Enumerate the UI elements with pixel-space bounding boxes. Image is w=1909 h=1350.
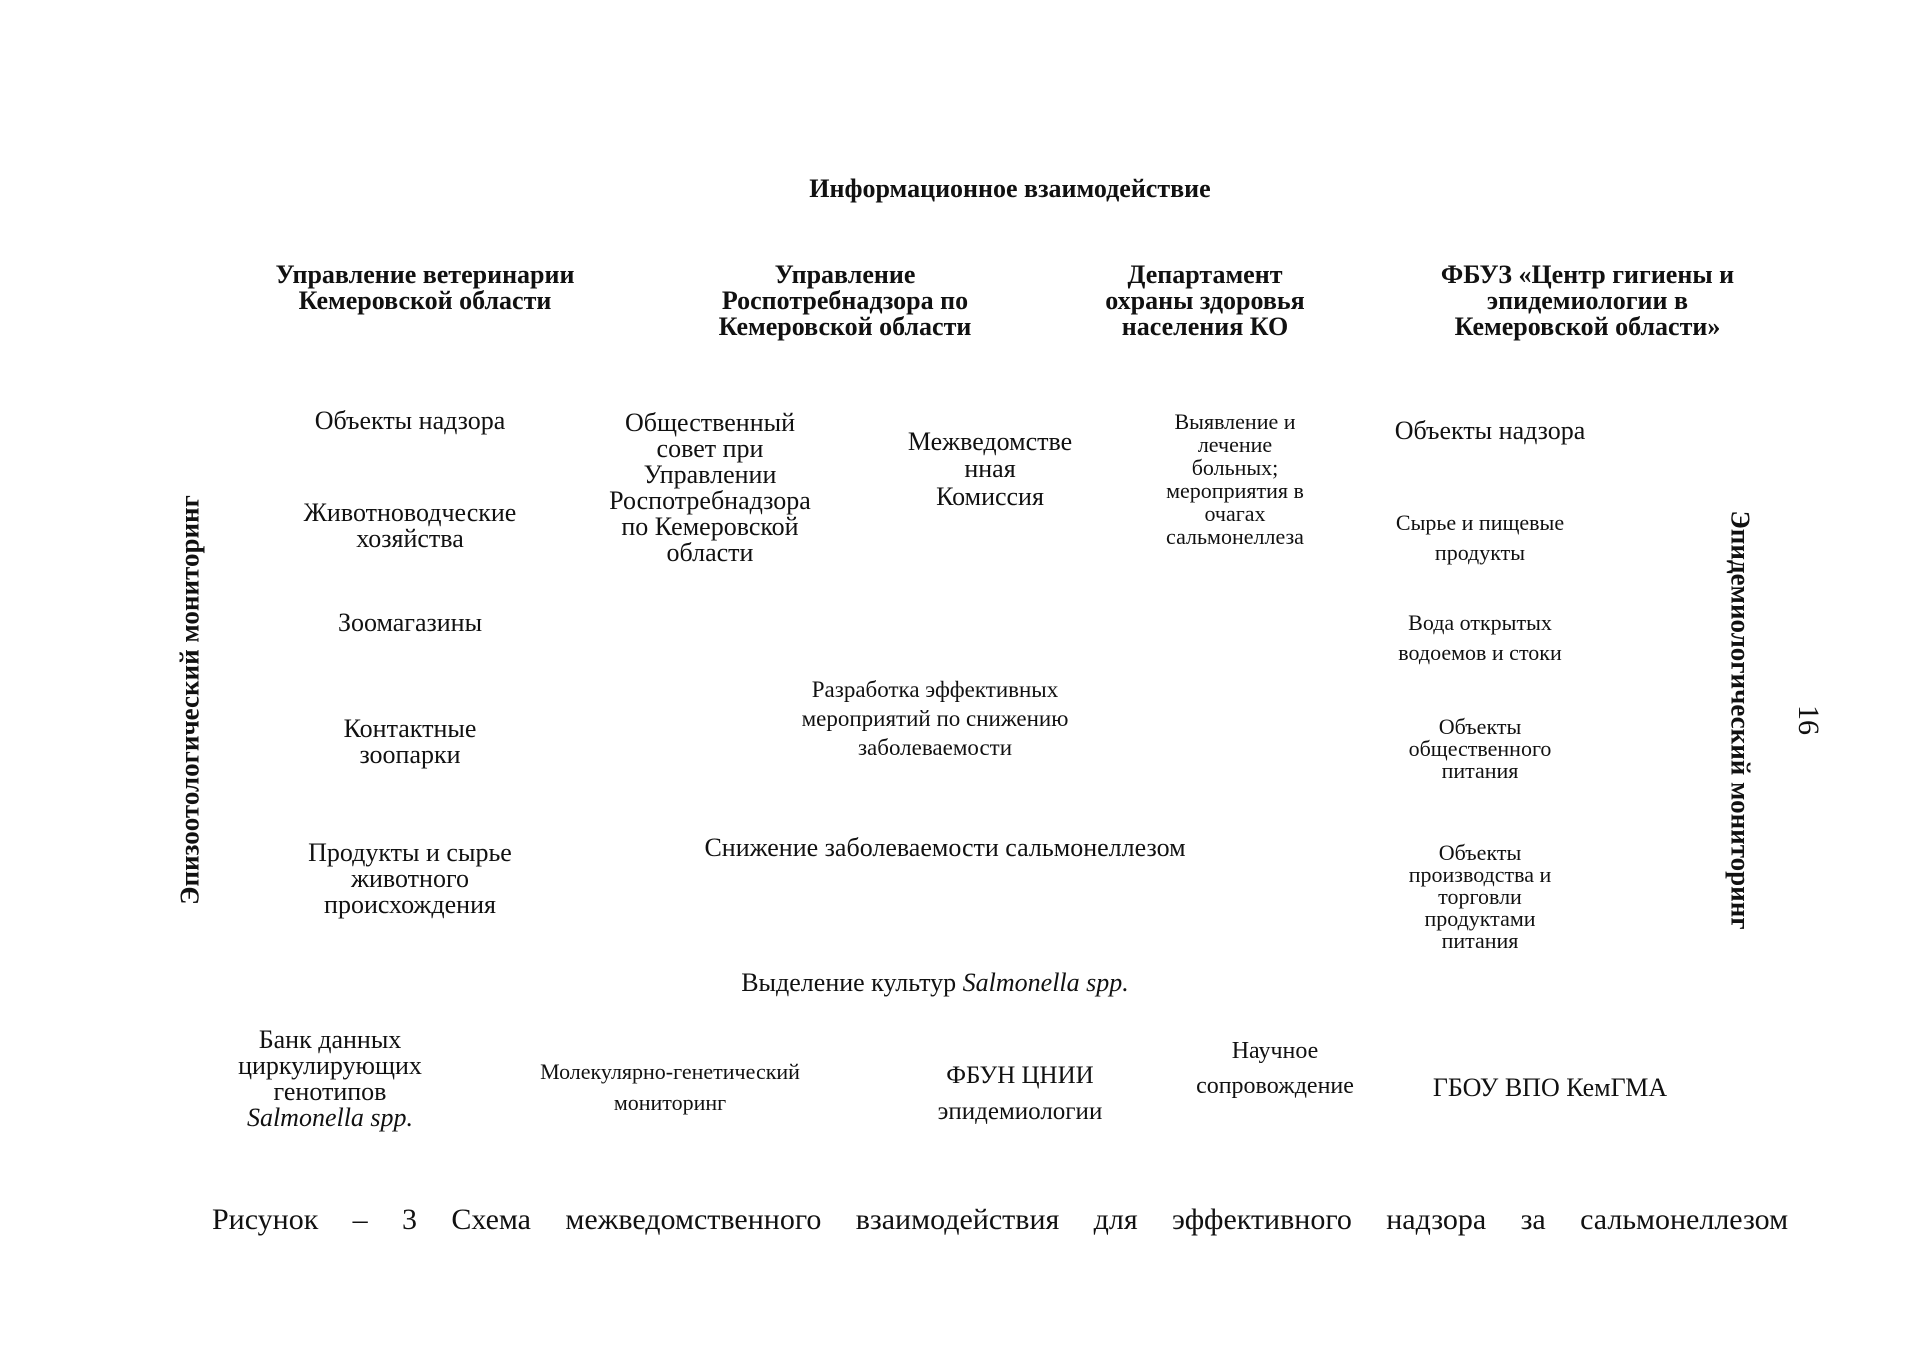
detection-and-treatment: Выявление и лечение больных; мероприятия в очагах сальмонеллеза (1166, 409, 1304, 550)
scientific-support: Научное сопровождение (1196, 1038, 1354, 1099)
right-raw-materials-food: Сырье и пищевые продукты (1395, 510, 1565, 565)
caption-word: – (352, 1203, 368, 1236)
genotype-salmonella: Salmonella spp. (246, 1103, 414, 1132)
fbun-cnii-epidemiology: ФБУН ЦНИИ эпидемиологии (937, 1062, 1103, 1126)
genotype-data-bank-text: Банк данных циркулирующих генотипов (238, 1025, 422, 1106)
genotype-data-bank (200, 1027, 460, 1131)
culture-isolation (680, 970, 1190, 996)
epizootological-monitoring-label: Эпизоотологический мониторинг (174, 495, 205, 905)
left-livestock-farms: Животноводческие хозяйства (303, 498, 517, 553)
right-supervision-objects: Объекты надзора (1394, 416, 1586, 445)
left-animal-products: Продукты и сырье животного происхождения (308, 838, 512, 919)
left-supervision-objects: Объекты надзора (314, 406, 506, 435)
caption-word: за (1520, 1203, 1546, 1236)
left-pet-shops: Зоомагазины (337, 608, 483, 637)
caption-word: 3 (401, 1203, 417, 1236)
morbidity-reduction: Снижение заболеваемости сальмонеллезом (704, 833, 1186, 862)
caption-word: эффективного (1172, 1203, 1352, 1236)
epidemiological-monitoring-label: Эпидемиологический мониторинг (1725, 510, 1756, 930)
interagency-commission: Межведомстве нная Комиссия (907, 427, 1073, 511)
right-public-catering: Объекты общественного питания (1408, 714, 1552, 783)
header-fbuz-center: ФБУЗ «Центр гигиены и эпидемиологии в Кемеровской области» (1440, 260, 1735, 341)
effective-measures-development: Разработка эффективных мероприятий по снижению заболеваемости (801, 677, 1069, 760)
diagram-title: Информационное взаимодействие (809, 174, 1211, 203)
caption-word: межведомственного (565, 1203, 822, 1236)
caption-word: сальмонеллезом (1580, 1203, 1789, 1236)
caption-word: для (1093, 1203, 1138, 1236)
culture-isolation-text: Выделение культур (741, 968, 963, 997)
kemgma-university: ГБОУ ВПО КемГМА (1432, 1073, 1668, 1102)
caption-word: взаимодействия (855, 1203, 1060, 1236)
public-council: Общественный совет при Управлении Роспотребнадзора по Кемеровской области (609, 408, 811, 567)
header-rospotrebnadzor: Управление Роспотребнадзора по Кемеровской области (718, 260, 972, 341)
caption-word: Рисунок (212, 1203, 319, 1236)
left-contact-zoos: Контактные зоопарки (343, 714, 477, 769)
molecular-genetic-monitoring: Молекулярно-генетический мониторинг (540, 1059, 800, 1115)
page-number: 16 (1792, 705, 1825, 735)
header-veterinary-department: Управление ветеринарии Кемеровской области (275, 260, 575, 315)
right-production-trade: Объекты производства и торговли продуктами питания (1408, 840, 1552, 953)
caption-word: Схема (451, 1203, 532, 1236)
header-health-department: Департамент охраны здоровья населения КО (1105, 260, 1305, 341)
figure-caption (212, 1205, 1788, 1235)
caption-word: надзора (1386, 1203, 1487, 1236)
right-open-water: Вода открытых водоемов и стоки (1398, 610, 1562, 665)
salmonella-species: Salmonella spp. (962, 968, 1129, 997)
